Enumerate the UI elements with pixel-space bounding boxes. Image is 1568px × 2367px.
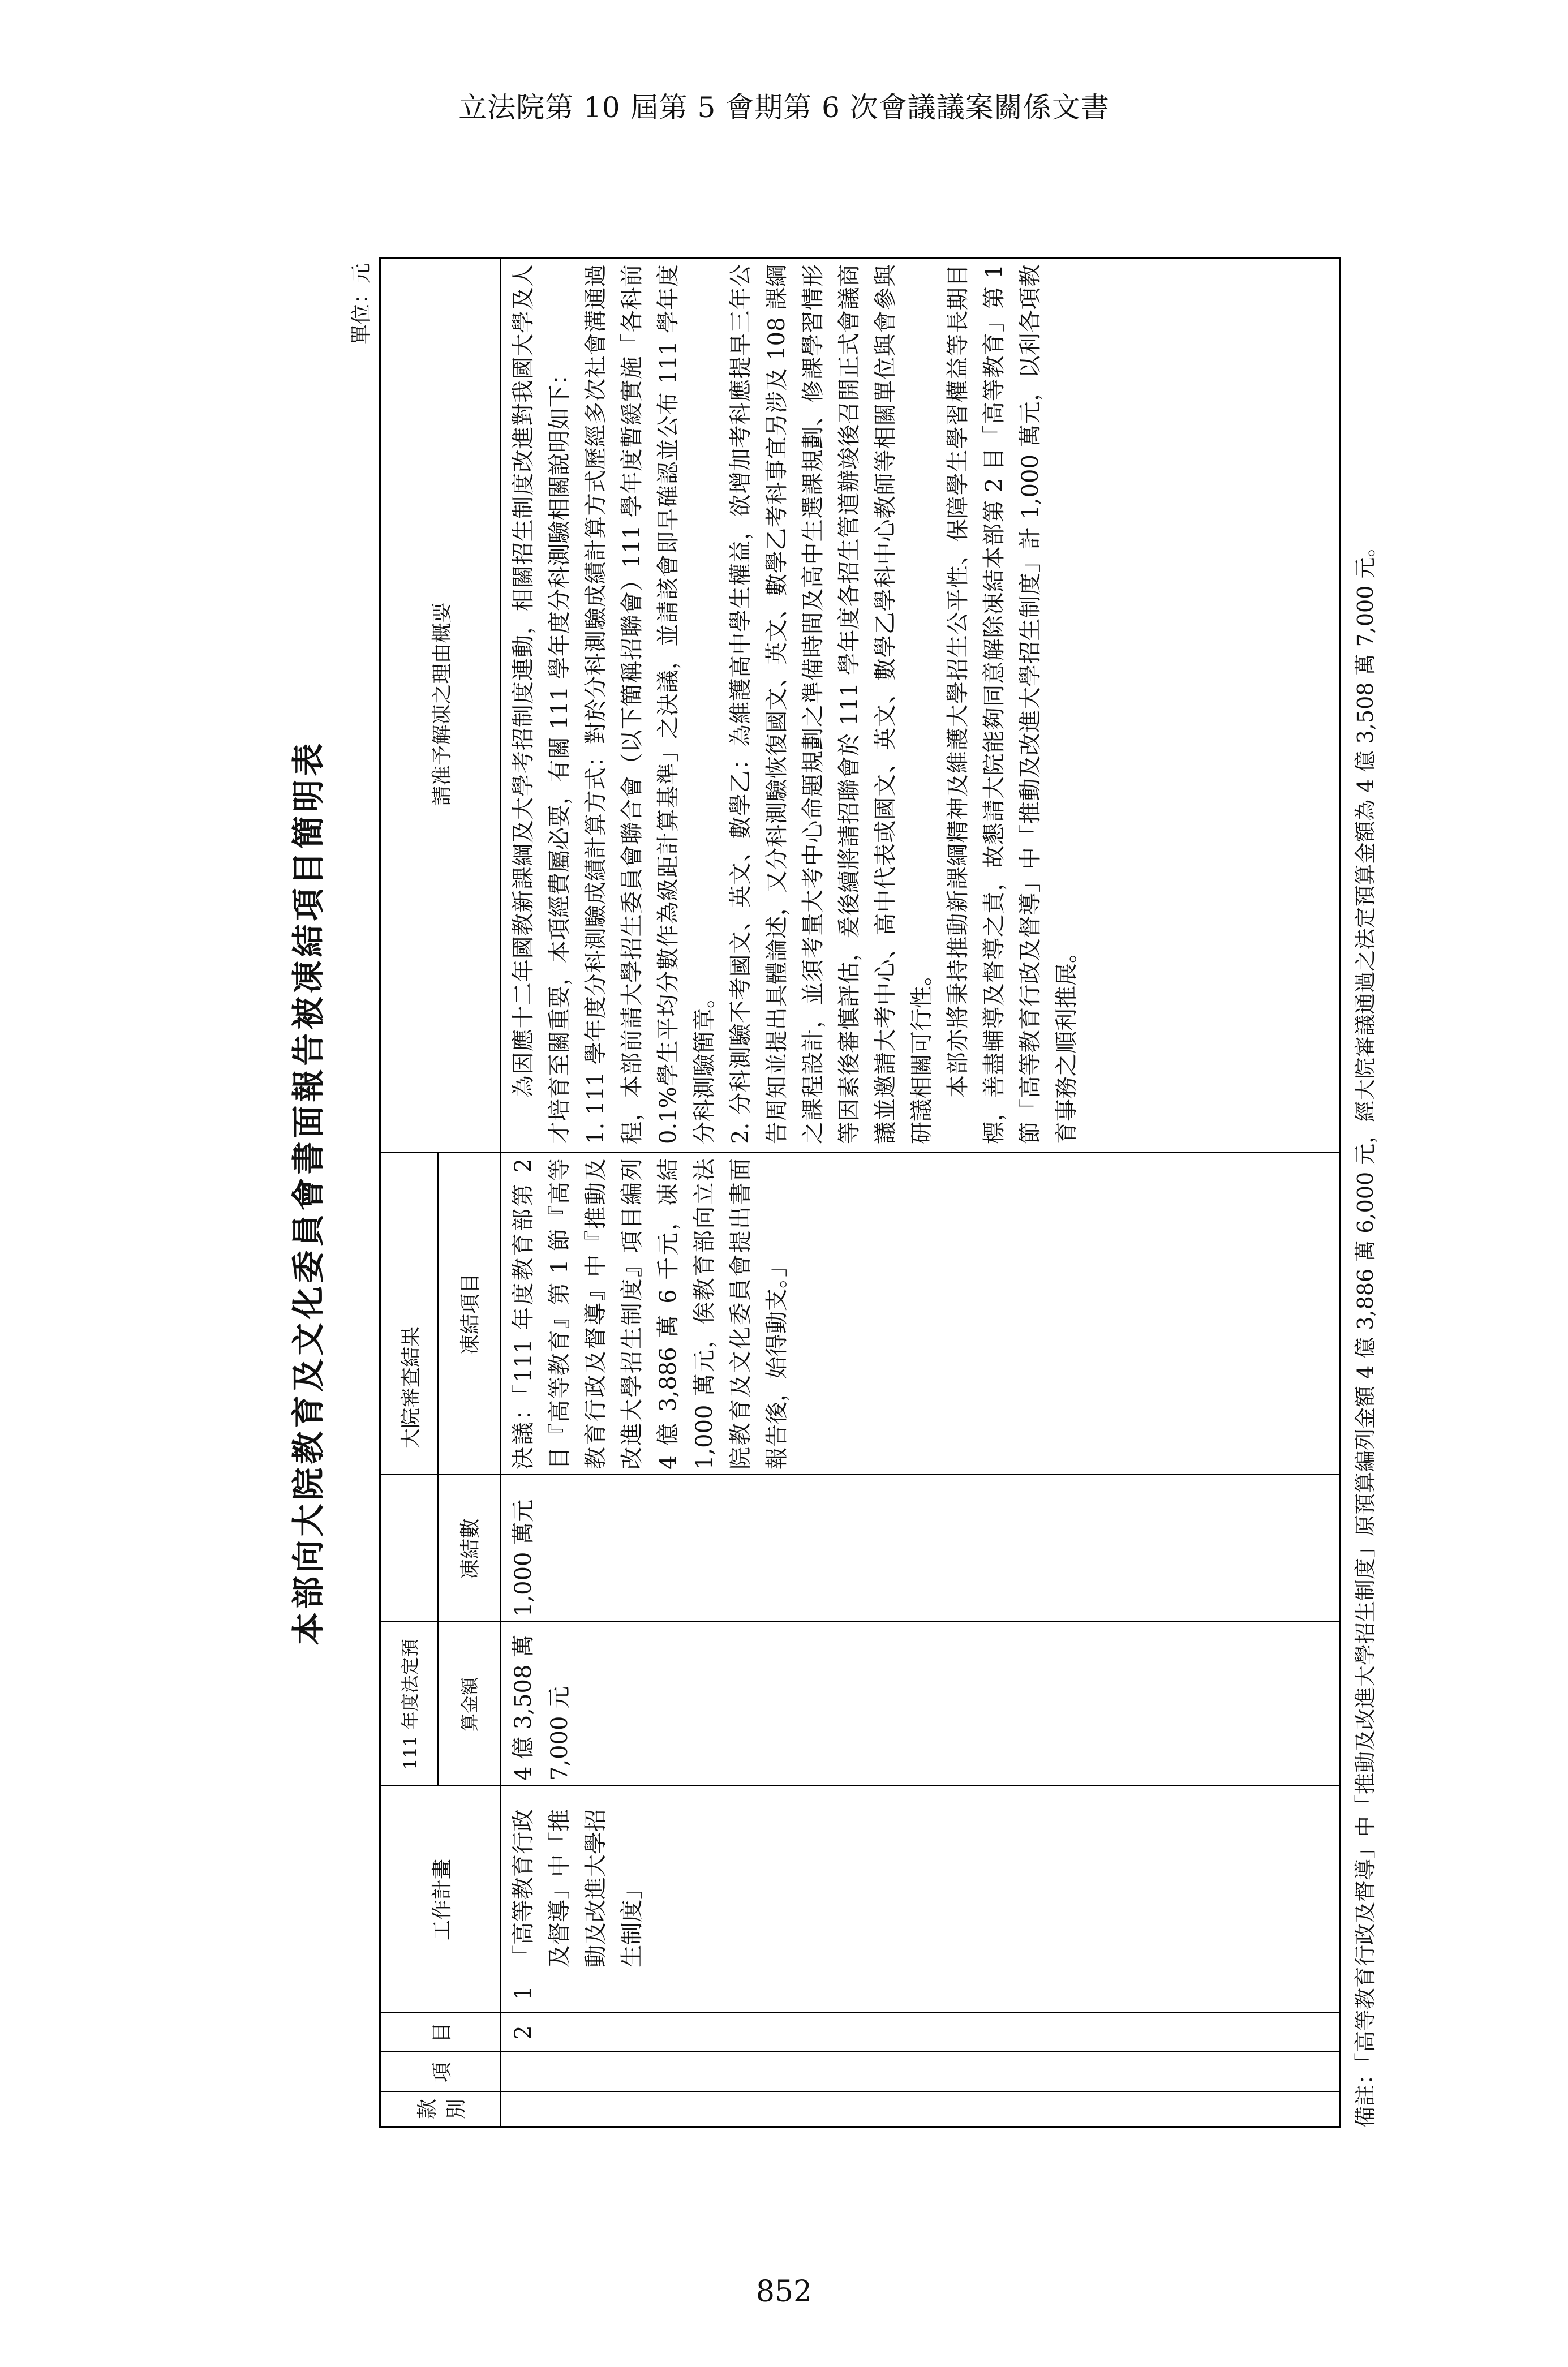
header-budget-group: 111 年度法定預 bbox=[399, 1639, 421, 1770]
cell-freeze-amount: 1,000 萬元 bbox=[510, 1499, 536, 1617]
reason-paragraph-1: 1. 111 學年度分科測驗成績計算方式：對於分科測驗成績計算方式歷經多次社會溝通過程，本部前請大學招生委員會聯合會（以下簡稱招聯會）111 學年度暫緩實施「各科前 0.1%學生平均分數作為級距計算基準」之決議，並請該會即早確認並公布 111 學年度分科測驗簡章。 bbox=[583, 264, 718, 1144]
table-note: 備註：「高等教育行政及督導」中「推動及改進大學招生制度」原預算編列金額 4 億 3,886 萬 6,000 元，經大院審議通過之法定預算金額為 4 億 3,508 萬 7,000 元。 bbox=[1353, 535, 1378, 2128]
cell-freeze-item: 決議：「111 年度教育部第 2 目『高等教育』第 1 節『高等教育行政及督導』中『推動及改進大學招生制度』項目編列 4 億 3,886 萬 6 千元，凍結 1,000 萬元，俟教育部向立法院教育及文化委員會提出書面報告後，始得動支。」 bbox=[510, 1158, 790, 1470]
header-budget-sub: 算金額 bbox=[459, 1677, 480, 1732]
unit-label: 單位：元 bbox=[350, 263, 373, 345]
header-kuan: 款別 bbox=[416, 2099, 468, 2120]
header-mu: 目 bbox=[430, 2022, 454, 2043]
cell-work-plan: 「高等教育行政及督導」中「推動及改進大學招生制度」 bbox=[510, 1809, 645, 1968]
table-title: 本部向大院教育及文化委員會書面報告被凍結項目簡明表 bbox=[289, 740, 328, 1646]
reason-paragraph-conclusion: 本部亦將秉持推動新課綱精神及維護大學招生公平性、保障學生學習權益等長期目標，善盡輔導及督導之責，故懇請大院能夠同意解除凍結本部第 2 目「高等教育」第 1 節「高等教育行政及督導」中「推動及改進大學招生制度」計 1,000 萬元，以利各項教育事務之順利推展。 bbox=[945, 264, 1080, 1144]
cell-mu: 2 bbox=[510, 2025, 536, 2040]
rotated-table-region bbox=[283, 257, 1378, 2128]
document-header: 立法院第 10 屆第 5 會期第 6 次會議議案關係文書 bbox=[458, 91, 1110, 124]
header-freeze-item: 凍結項目 bbox=[458, 1273, 482, 1355]
header-reason: 請准予解凍之理由概要 bbox=[430, 602, 454, 806]
cell-jie: 1 bbox=[510, 1986, 536, 2000]
header-xiang: 項 bbox=[430, 2062, 454, 2083]
header-work-plan: 工作計畫 bbox=[430, 1859, 454, 1941]
page-number: 852 bbox=[755, 2275, 813, 2309]
cell-reason bbox=[505, 264, 1085, 1144]
reason-paragraph-2: 2. 分科測驗不考國文、英文、數學乙：為維護高中學生權益，欲增加考科應提早三年公告周知並提出具體論述，又分科測驗恢復國文、英文、數學乙考科事宜另涉及 108 課綱之課程設計，並須考量大考中心命題規劃之準備時間及高中生選課規劃、修課學習情形等因素後審慎評估，爰後續將請招聯會於 111 學年度各招生管道辦竣後召開正式會議商議並邀請大考中心、高中代表或國文、英文、數學乙學科中心教師等相關單位與會參與研議相關可行性。 bbox=[728, 264, 935, 1144]
frozen-items-table bbox=[379, 257, 1341, 2128]
header-review-group: 大院審查結果 bbox=[399, 1326, 423, 1449]
reason-paragraph-intro: 為因應十二年國教新課綱及大學考招制度連動，相關招生制度改進對我國大學及人才培育至關重要，本項經費屬必要，有關 111 學年度分科測驗相關說明如下： bbox=[510, 264, 573, 1144]
header-freeze-amount: 凍結數 bbox=[458, 1518, 482, 1580]
cell-budget: 4 億 3,508 萬 7,000 元 bbox=[510, 1634, 573, 1781]
